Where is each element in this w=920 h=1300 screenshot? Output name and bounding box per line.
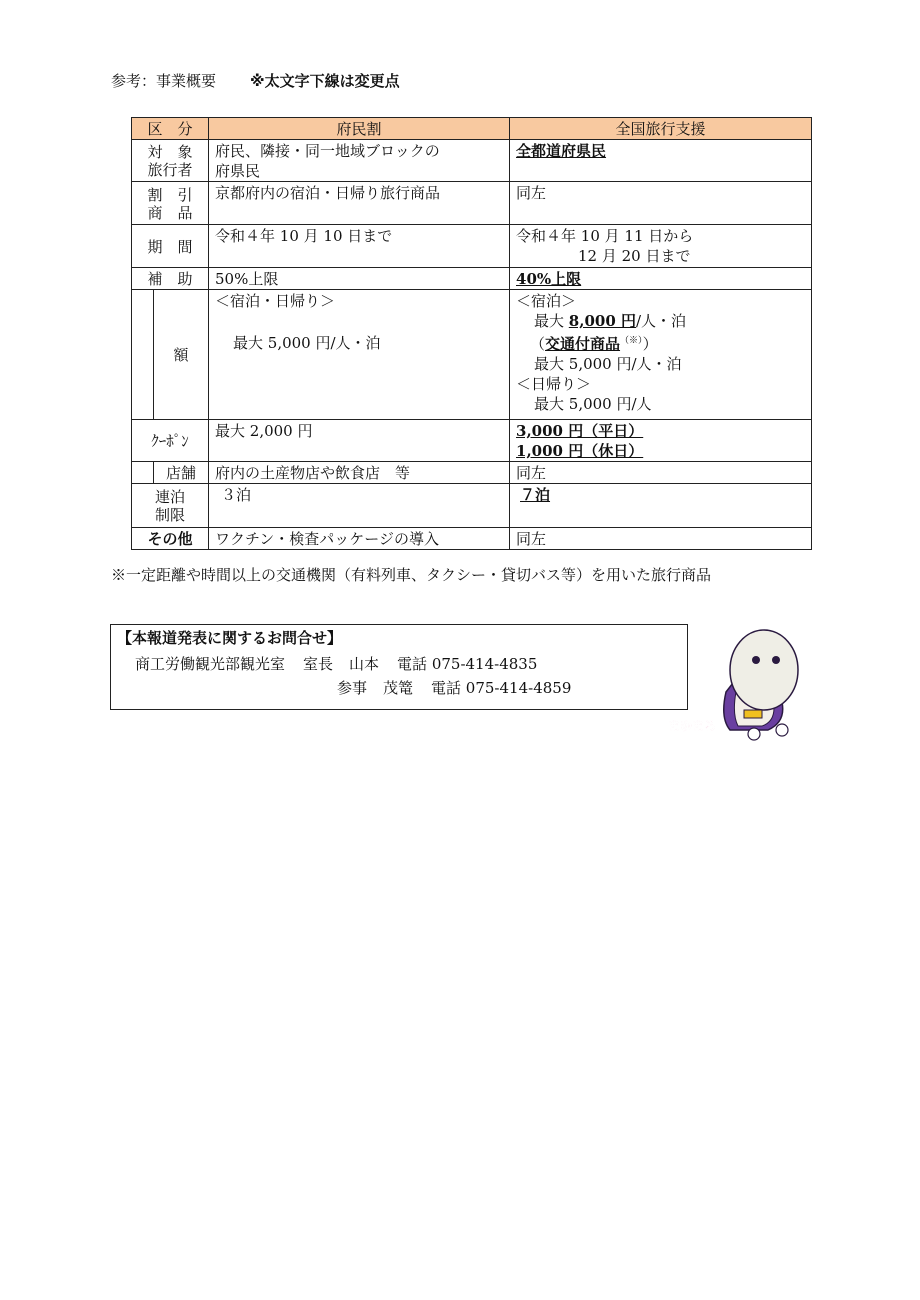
reference-heading (111, 70, 400, 91)
cell-fumin-amount: ＜宿泊・日帰り＞ 最大 5,000 円/人・泊 (209, 290, 510, 420)
table-row (132, 225, 812, 268)
contact-row-1: 商工労働観光部観光室 室長 山本 電話 075-414-4835 (135, 655, 538, 673)
cell-fumin-product: 京都府内の宿泊・日帰り旅行商品 (209, 182, 510, 225)
row-label-product: 割 引 商 品 (132, 182, 209, 225)
cell-fumin-coupon: 最大 2,000 円 (209, 420, 510, 462)
cell-zenkoku-target: 全都道府県民 (510, 140, 812, 182)
cell-fumin-other: ワクチン・検査パッケージの導入 (209, 528, 510, 550)
contact-dept: 商工労働観光部観光室 (135, 655, 286, 673)
cell-fumin-nights: ３泊 (209, 484, 510, 528)
contact-box (110, 624, 688, 710)
table-row (132, 140, 812, 182)
table-row (132, 182, 812, 225)
row-label-target: 対 象 旅行者 (132, 140, 209, 182)
cell-fumin-period: 令和４年 10 月 10 日まで (209, 225, 510, 268)
heading-label: 参考：事業概要 (111, 72, 217, 90)
row-label-amount: 額 (154, 290, 209, 420)
table-row (132, 462, 812, 484)
contact-row-2: 参事 茂篭 電話 075-414-4859 (337, 679, 572, 697)
cell-zenkoku-coupon: 3,000 円（平日） 1,000 円（休日） (510, 420, 812, 462)
cell-zenkoku-product: 同左 (510, 182, 812, 225)
row-label-nights: 連泊 制限 (132, 484, 209, 528)
cell-zenkoku-period: 令和４年 10 月 11 日から 12 月 20 日まで (510, 225, 812, 268)
indent-spacer (132, 290, 154, 420)
cell-fumin-store: 府内の土産物店や飲食店 等 (209, 462, 510, 484)
cell-zenkoku-store: 同左 (510, 462, 812, 484)
table-row (132, 528, 812, 550)
row-label-other: その他 (132, 528, 209, 550)
heading-note: ※太文字下線は変更点 (250, 72, 400, 90)
cell-zenkoku-nights: ７泊 (510, 484, 812, 528)
table-header-row (132, 118, 812, 140)
row-label-subsidy: 補 助 (132, 268, 209, 290)
header-fumin: 府民割 (209, 118, 510, 140)
summary-table (131, 117, 812, 550)
cell-zenkoku-amount: ＜宿泊＞ 最大 8,000 円/人・泊 （交通付商品（※）） 最大 5,000 円/人・泊 ＜日帰り＞ 最大 5,000 円/人 (510, 290, 812, 420)
mascot-mayumaro-image (664, 622, 804, 742)
cell-zenkoku-other: 同左 (510, 528, 812, 550)
indent-spacer (132, 462, 154, 484)
cell-fumin-target: 府民、隣接・同一地域ブロックの 府県民 (209, 140, 510, 182)
contact-title: 【本報道発表に関するお問合せ】 (117, 629, 343, 647)
header-zenkoku: 全国旅行支援 (510, 118, 812, 140)
mascot-name: まゆまろ (668, 719, 717, 733)
cell-zenkoku-subsidy: 40%上限 (510, 268, 812, 290)
row-label-coupon: ｸｰﾎﾟﾝ (132, 420, 209, 462)
footnote: ※一定距離や時間以上の交通機関（有料列車、タクシー・貸切バス等）を用いた旅行商品 (111, 566, 712, 584)
row-label-period: 期 間 (132, 225, 209, 268)
table-row (132, 290, 812, 420)
row-label-store: 店舗 (154, 462, 209, 484)
table-row (132, 268, 812, 290)
table-row (132, 420, 812, 462)
table-row (132, 484, 812, 528)
cell-fumin-subsidy: 50%上限 (209, 268, 510, 290)
header-category: 区 分 (132, 118, 209, 140)
